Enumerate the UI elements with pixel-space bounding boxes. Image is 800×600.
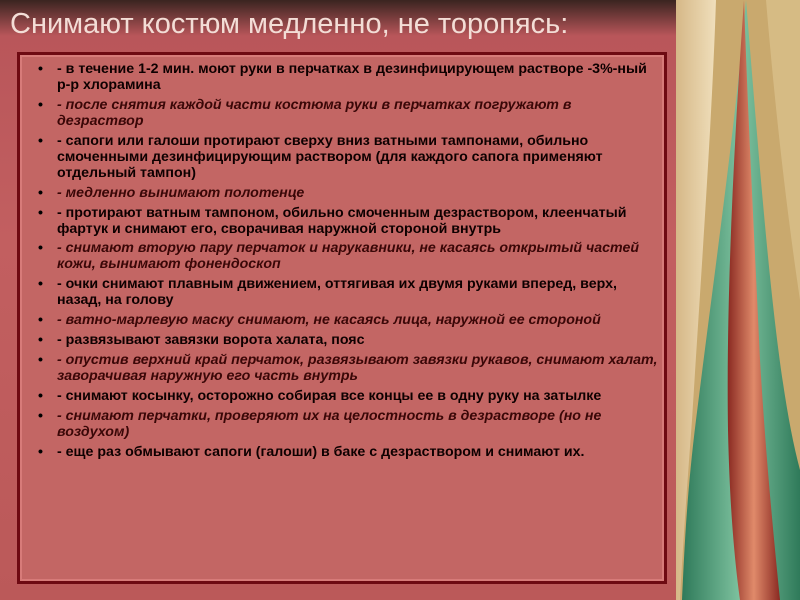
list-item-text: - снимают перчатки, проверяют их на целостность в дезрастворе (но не воздухом) — [57, 407, 602, 440]
bullet-icon: • — [38, 407, 43, 424]
content-frame — [17, 52, 667, 584]
list-item-text: - ватно-марлевую маску снимают, не касаясь лица, наружной ее стороной — [57, 312, 601, 329]
list-item — [38, 312, 658, 328]
bullet-icon: • — [38, 352, 43, 369]
bullet-icon: • — [38, 184, 43, 201]
bullet-icon: • — [38, 276, 43, 293]
list-item-text: - очки снимают плавным движением, оттягивая их двумя руками вперед, верх, назад, на голову — [57, 276, 617, 309]
decorative-ribbon-art — [676, 0, 800, 600]
bullet-icon: • — [38, 61, 43, 77]
list-item — [38, 276, 658, 308]
bullet-icon: • — [38, 96, 43, 113]
bullet-list — [38, 61, 658, 464]
list-item-text: - протирают ватным тампоном, обильно смоченным дезраствором, клеенчатый фартук и снимают его, сворачивая наружной стороной внутрь — [57, 204, 627, 237]
list-item — [38, 408, 658, 440]
list-item — [38, 388, 658, 404]
list-item-text: - медленно вынимают полотенце — [57, 184, 305, 201]
list-item — [38, 332, 658, 348]
list-item-text: - снимают косынку, осторожно собирая все концы ее в одну руку на затылке — [57, 387, 602, 404]
list-item — [38, 444, 658, 460]
list-item-text: - опустив верхний край перчаток, развязывают завязки рукавов, снимают халат, заворачивая наружную его часть внутрь — [57, 352, 658, 385]
list-item-text: - развязывают завязки ворота халата, пояс — [57, 332, 365, 349]
list-item-text: - сапоги или галоши протирают сверху вниз ватными тампонами, обильно смоченными дезинфицирующим раствором (для каждого сапога применяют отдельный тампон) — [57, 132, 603, 181]
list-item-text: - после снятия каждой части костюма руки в перчатках погружают в дезраствор — [57, 96, 572, 129]
bullet-icon: • — [38, 312, 43, 329]
bullet-icon: • — [38, 204, 43, 221]
decorative-panel — [676, 0, 800, 600]
list-item — [38, 133, 658, 181]
list-item — [38, 185, 658, 201]
list-item-text: - еще раз обмывают сапоги (галоши) в баке с дезраствором и снимают их. — [57, 443, 585, 460]
list-item-text: - в течение 1-2 мин. моют руки в перчатках в дезинфицирующем растворе -3%-ный р-р хлорамина — [57, 61, 647, 93]
bullet-icon: • — [38, 332, 43, 349]
list-item — [38, 97, 658, 129]
list-item — [38, 240, 658, 272]
list-item-text: - снимают вторую пару перчаток и нарукавники, не касаясь открытый частей кожи, вынимают фонендоскоп — [57, 240, 640, 273]
bullet-icon: • — [38, 443, 43, 460]
list-item — [38, 61, 658, 93]
bullet-icon: • — [38, 132, 43, 149]
bullet-icon: • — [38, 240, 43, 257]
list-item — [38, 352, 658, 384]
list-item — [38, 205, 658, 237]
slide-title: Снимают костюм медленно, не торопясь: — [10, 8, 569, 40]
bullet-icon: • — [38, 387, 43, 404]
